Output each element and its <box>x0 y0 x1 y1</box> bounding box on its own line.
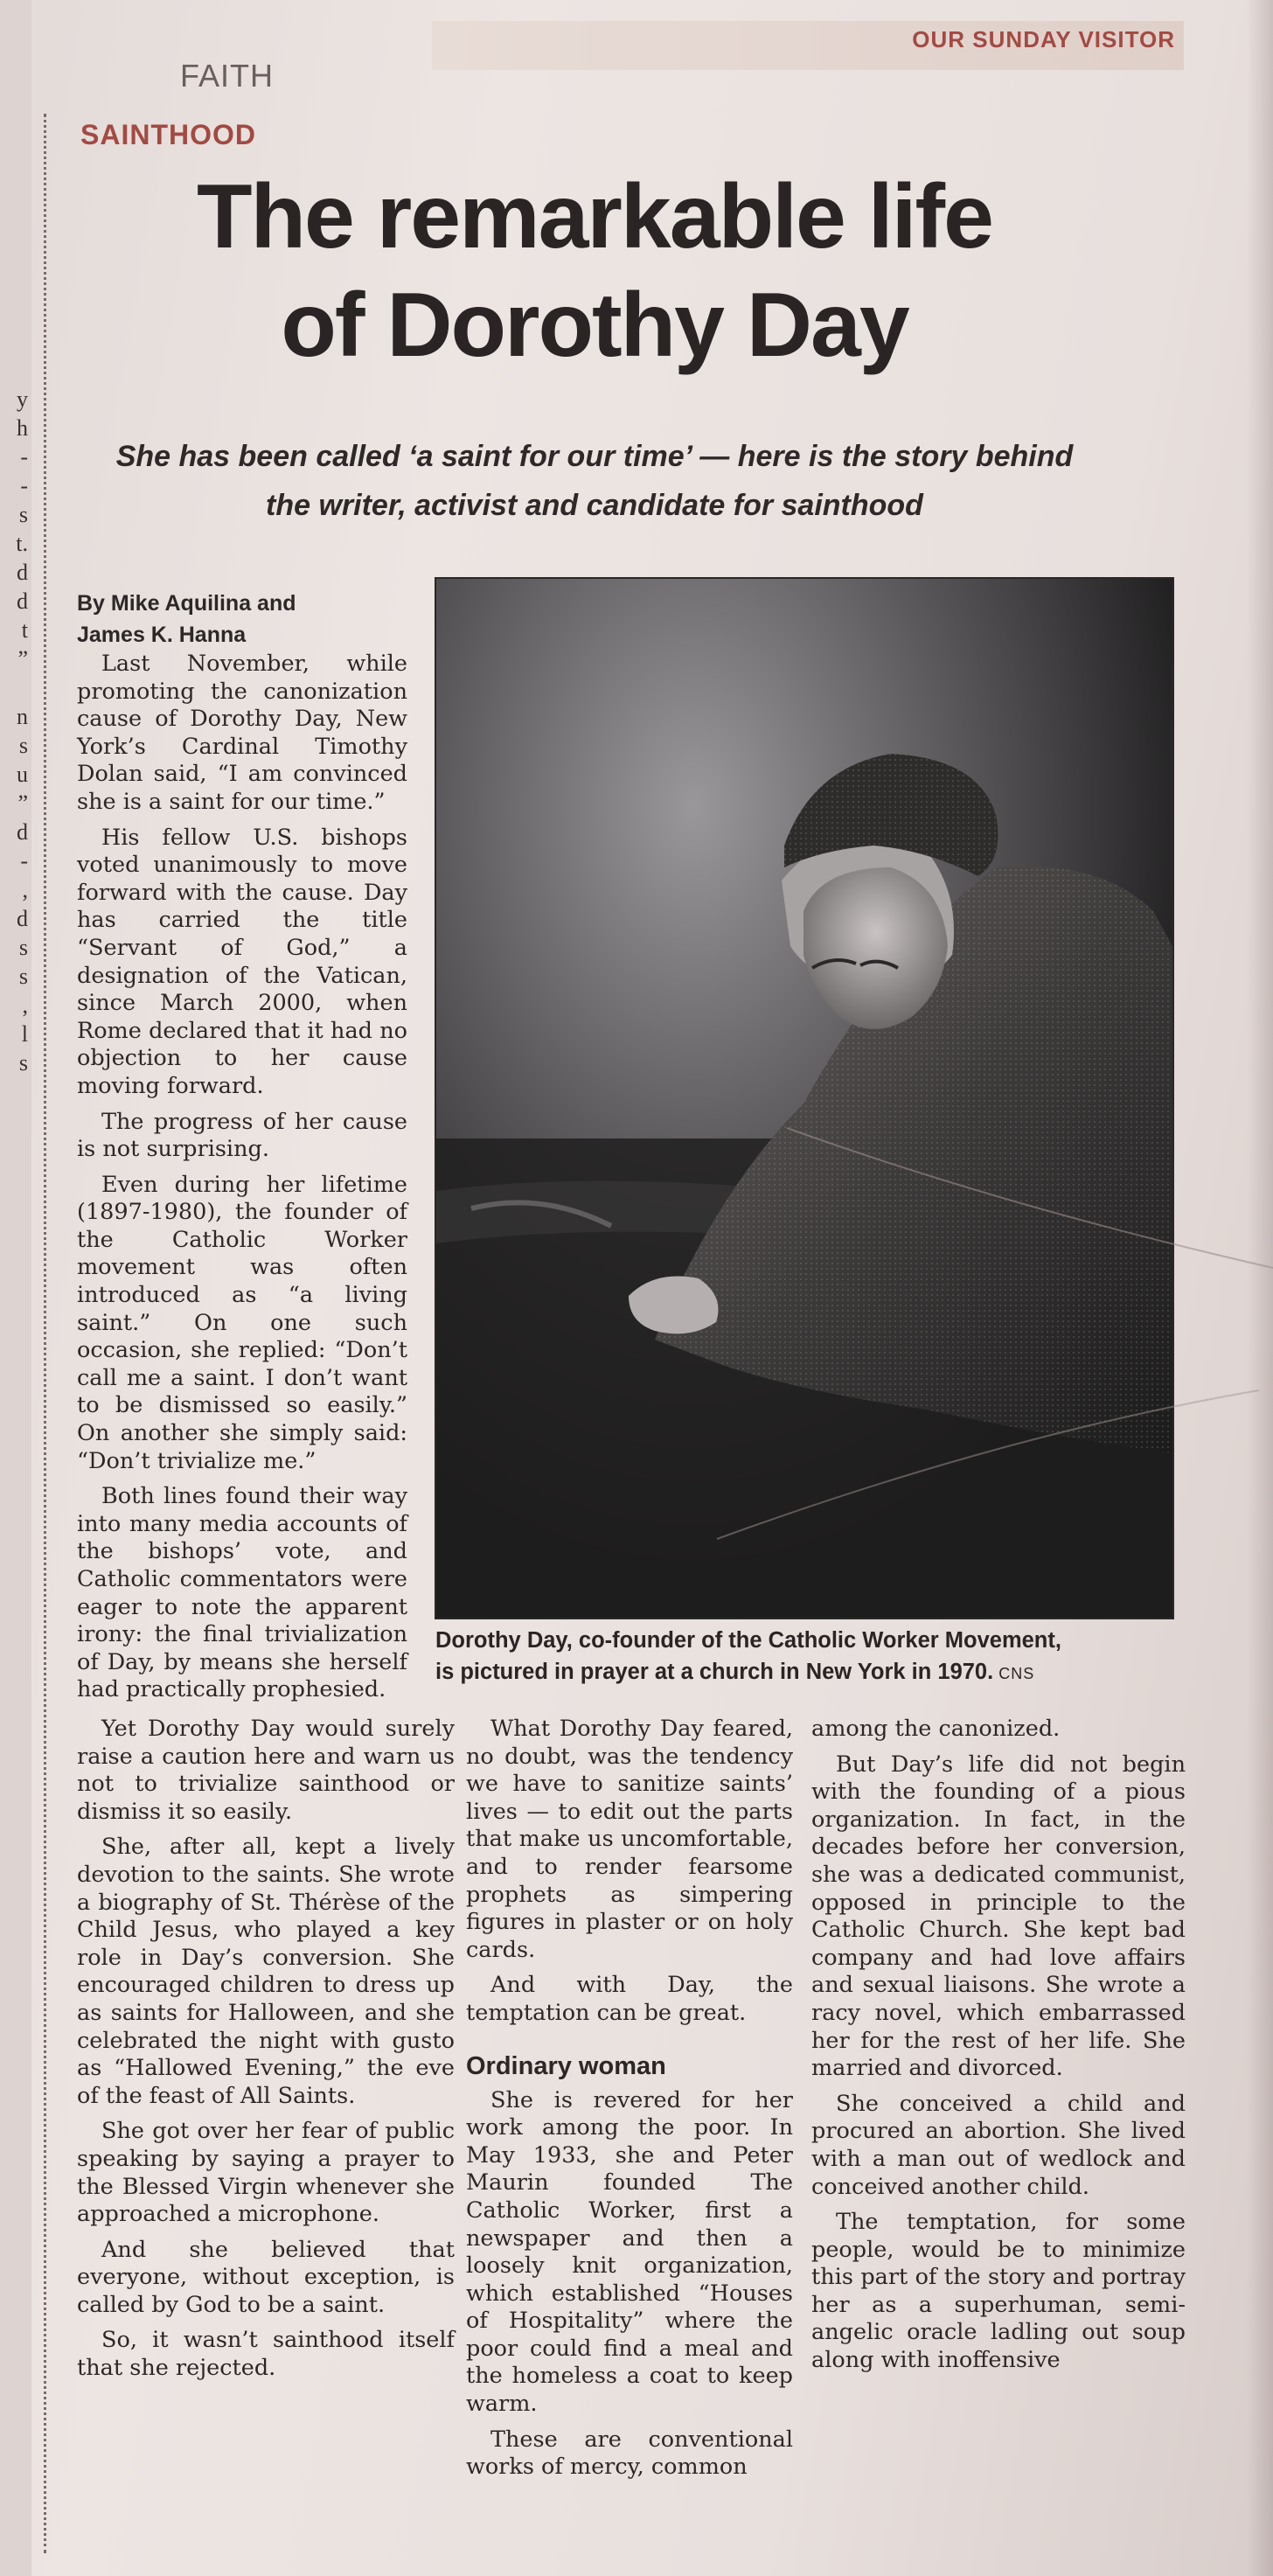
column-2-top-paragraph: What Dorothy Day feared, no doubt, was the tendency we have to sanitize saints’ lives — to edit out the parts that make us uncomfortable, and to render fearsome prophets as simpering figures in plaster or on holy cards. <box>466 1716 793 1963</box>
deck <box>114 432 1075 530</box>
edge-letter: u <box>17 762 28 787</box>
headline-line-2: of Dorothy Day <box>281 275 908 376</box>
column-2-bottom <box>466 2087 793 2482</box>
edge-letter: - <box>20 848 28 874</box>
section-label: FAITH <box>180 58 275 94</box>
article-photo <box>435 577 1174 1619</box>
column-3 <box>811 1716 1186 2375</box>
subhead: Ordinary woman <box>466 2051 666 2080</box>
byline-line-1: By Mike Aquilina and <box>77 591 296 616</box>
headline-line-1: The remarkable life <box>197 166 992 268</box>
column-1-top-paragraph: The progress of her cause is not surprising. <box>77 1108 407 1163</box>
byline-line-2: James K. Hanna <box>77 623 247 647</box>
edge-letter: , <box>22 877 28 902</box>
edge-letter: s <box>18 964 28 989</box>
edge-letter: h <box>17 415 28 441</box>
edge-letter: , <box>22 992 28 1018</box>
publication-name: OUR SUNDAY VISITOR <box>912 26 1175 52</box>
headline <box>87 163 1102 379</box>
column-2 <box>466 1716 793 2482</box>
edge-letter: s <box>18 502 28 527</box>
edge-letter: - <box>20 444 28 470</box>
edge-letter: t. <box>16 531 28 556</box>
edge-letter: l <box>21 1021 28 1047</box>
photo-caption <box>435 1625 1187 1689</box>
column-1-bottom-paragraph: She got over her fear of public speaking by saying a prayer to the Blessed Virgin whenever she approached a microphone. <box>77 2118 455 2228</box>
edge-letter: d <box>17 819 28 845</box>
caption-line-1: Dorothy Day, co-founder of the Catholic Worker Movement, <box>435 1628 1061 1653</box>
column-1-bottom-paragraph: Yet Dorothy Day would surely raise a caution here and warn us not to trivialize sainthood or dismiss it so easily. <box>77 1716 455 1825</box>
column-divider <box>44 114 46 2553</box>
edge-letter: s <box>18 1050 28 1076</box>
photo-credit: CNS <box>998 1665 1035 1682</box>
column-1-bottom-paragraph: So, it wasn’t sainthood itself that she rejected. <box>77 2327 455 2382</box>
edge-letter: d <box>17 906 28 931</box>
edge-letter: t <box>21 617 28 643</box>
column-1-top-paragraph: Both lines found their way into many media accounts of the bishops’ vote, and Catholic commentators were eager to note the apparent irony: the final trivialization of Day, by means she herself had practically prophesied. <box>77 1483 407 1703</box>
column-1-top-paragraph: Last November, while promoting the canonization cause of Dorothy Day, New York’s Cardinal Timothy Dolan said, “I am convinced she is a saint for our time.” <box>77 651 407 815</box>
kicker: SAINTHOOD <box>80 119 256 150</box>
edge-letter: ” <box>17 790 28 816</box>
photo-illustration <box>436 579 1172 1618</box>
column-1-top <box>77 651 407 1704</box>
edge-letter: - <box>20 473 28 498</box>
column-1-bottom <box>77 1716 455 2383</box>
byline <box>77 588 427 651</box>
column-1-top-paragraph: Even during her lifetime (1897-1980), the founder of the Catholic Worker movement was often introduced as “a living saint.” On one such occasion, she replied: “Don’t call me a saint. I don’t want to be dismissed so easily.” On another she simply said: “Don’t trivialize me.” <box>77 1171 407 1474</box>
edge-letter: d <box>17 588 28 614</box>
page-fold-shadow <box>1247 0 1273 2576</box>
column-2-top-paragraph: And with Day, the temptation can be great. <box>466 1972 793 2026</box>
edge-letter: s <box>18 733 28 758</box>
edge-letter: y <box>17 386 28 412</box>
deck-line-1: She has been called ‘a saint for our time’ — here is the story behind <box>115 440 1074 473</box>
column-3-paragraph: The temptation, for some people, would be to minimize this part of the story and portray her as a superhuman, semi-angelic oracle ladling out soup along with inoffensive <box>811 2209 1186 2374</box>
column-1-bottom-paragraph: And she believed that everyone, without exception, is called by God to be a saint. <box>77 2236 455 2318</box>
column-1-bottom-paragraph: She, after all, kept a lively devotion to the saints. She wrote a biography of St. Thérèse of the Child Jesus, who played a key role in Day’s conversion. She encouraged children to dress up as saints for Halloween, and she celebrated the night with gusto as “Hallowed Evening,” the eve of the feast of All Saints. <box>77 1834 455 2109</box>
column-2-bottom-paragraph: She is revered for her work among the poor. In May 1933, she and Peter Maurin founded The Catholic Worker, first a newspaper and then a loosely knit organization, which established “Houses of Hospitality” where the poor could find a meal and the homeless a coat to keep warm. <box>466 2086 793 2418</box>
column-1-top-paragraph: His fellow U.S. bishops voted unanimously to move forward with the cause. Day has carried the title “Servant of God,” a designation of the Vatican, since March 2000, when Rome declared that it had no objection to her cause moving forward. <box>77 824 407 1099</box>
column-2-bottom-paragraph: These are conventional works of mercy, common <box>466 2426 793 2481</box>
edge-letter: s <box>18 935 28 960</box>
deck-line-2: the writer, activist and candidate for sainthood <box>266 489 923 522</box>
edge-letter: ” <box>17 646 28 672</box>
column-3-paragraph: She conceived a child and procured an abortion. She lived with a man out of wedlock and conceived another child. <box>811 2090 1186 2200</box>
edge-letter <box>3 673 28 702</box>
column-3-paragraph: But Day’s life did not begin with the founding of a pious organization. In fact, in the decades before her conversion, she was a dedicated communist, opposed in principle to the Catholic Church. She kept bad company and had love affairs and sexual liaisons. She wrote a racy novel, which embarrassed her for the rest of her life. She married and divorced. <box>811 1751 1186 2082</box>
caption-line-2-text: is pictured in prayer at a church in New York in 1970. <box>435 1660 994 1684</box>
edge-letter: n <box>17 704 28 729</box>
column-2-top <box>466 1716 793 2028</box>
column-3-paragraph: among the canonized. <box>811 1716 1061 1742</box>
edge-letter: d <box>17 560 28 585</box>
adjacent-column-fragments <box>3 385 28 1077</box>
caption-line-2 <box>435 1656 1187 1689</box>
